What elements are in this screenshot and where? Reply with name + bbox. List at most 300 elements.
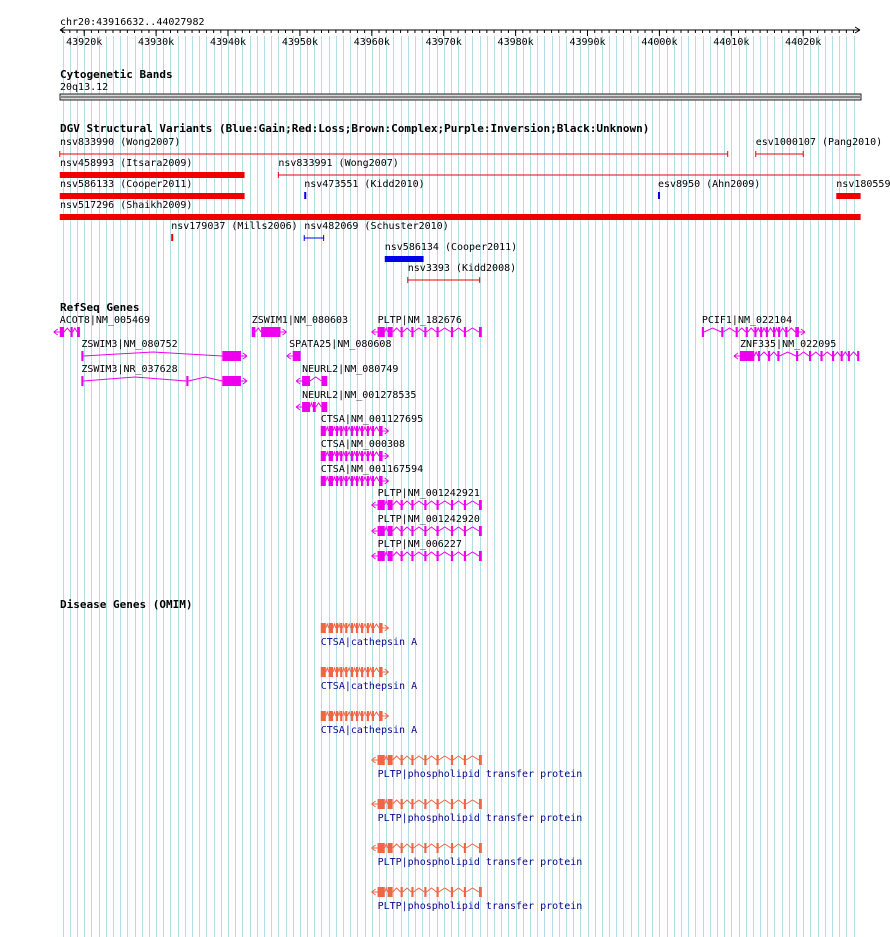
dgv-variant[interactable] <box>408 263 516 283</box>
dgv-variant[interactable] <box>304 179 424 199</box>
exon[interactable] <box>424 551 426 561</box>
exon[interactable] <box>411 327 413 337</box>
exon[interactable] <box>401 843 403 853</box>
exon[interactable] <box>351 623 353 633</box>
exon[interactable] <box>451 755 453 765</box>
exon[interactable] <box>766 327 768 337</box>
exon[interactable] <box>401 887 403 897</box>
exon[interactable] <box>841 351 843 361</box>
exon[interactable] <box>411 755 413 765</box>
exon[interactable] <box>361 623 363 633</box>
exon[interactable] <box>464 551 466 561</box>
exon[interactable] <box>356 426 358 436</box>
exon[interactable] <box>372 451 374 461</box>
exon[interactable] <box>437 887 439 897</box>
exon[interactable] <box>451 500 453 510</box>
gene-label: ACOT8|NM_005469 <box>59 315 151 326</box>
intron <box>83 352 222 356</box>
intron <box>403 328 412 332</box>
exon[interactable] <box>796 351 798 361</box>
exon[interactable] <box>785 327 787 337</box>
dgv-variant-label: nsv473551 (Kidd2010) <box>304 179 425 190</box>
intron <box>403 552 412 556</box>
ruler-tick-label: 44010k <box>713 37 750 48</box>
exon[interactable] <box>356 711 358 721</box>
intron <box>358 427 361 431</box>
intron <box>426 527 436 531</box>
intron <box>426 328 436 332</box>
exon[interactable] <box>379 476 383 486</box>
exon[interactable] <box>388 526 393 536</box>
exon[interactable] <box>378 551 385 561</box>
exon[interactable] <box>388 843 393 853</box>
dgv-variant-label: nsv586134 (Cooper2011) <box>384 242 518 253</box>
exon[interactable] <box>367 623 369 633</box>
exon[interactable] <box>848 351 850 361</box>
exon[interactable] <box>778 327 780 337</box>
exon[interactable] <box>424 887 426 897</box>
exon[interactable] <box>479 887 482 897</box>
exon[interactable] <box>736 327 738 337</box>
dgv-variant-bar[interactable] <box>60 172 245 178</box>
exon[interactable] <box>388 755 393 765</box>
exon[interactable] <box>437 551 439 561</box>
exon[interactable] <box>437 500 439 510</box>
intron <box>374 668 379 672</box>
gene-label: ZSWIM1|NM_080603 <box>251 315 349 326</box>
exon[interactable] <box>313 402 316 412</box>
intron <box>363 452 367 456</box>
exon[interactable] <box>367 451 369 461</box>
exon[interactable] <box>372 476 374 486</box>
exon[interactable] <box>356 623 358 633</box>
exon[interactable] <box>464 327 466 337</box>
ruler-tick-label: 43940k <box>209 37 247 48</box>
dgv-variant[interactable] <box>304 221 449 241</box>
intron <box>338 477 340 481</box>
cytogenetic-band-stain <box>60 96 861 98</box>
exon[interactable] <box>329 667 333 677</box>
exon[interactable] <box>372 711 374 721</box>
exon[interactable] <box>345 667 347 677</box>
intron <box>310 403 313 407</box>
exon[interactable] <box>479 755 482 765</box>
exon[interactable] <box>795 327 799 337</box>
exon[interactable] <box>336 711 338 721</box>
exon[interactable] <box>336 623 338 633</box>
exon[interactable] <box>351 476 353 486</box>
dgv-variant-label: nsv833991 (Wong2007) <box>278 158 399 169</box>
exon[interactable] <box>222 376 241 386</box>
exon[interactable] <box>388 551 393 561</box>
exon[interactable] <box>857 351 859 361</box>
exon[interactable] <box>356 451 358 461</box>
exon[interactable] <box>464 755 466 765</box>
exon[interactable] <box>777 351 779 361</box>
intron <box>358 624 361 628</box>
intron <box>426 552 436 556</box>
intron <box>353 452 356 456</box>
ruler-track <box>60 17 860 48</box>
exon[interactable] <box>479 843 482 853</box>
exon[interactable] <box>401 327 403 337</box>
exon[interactable] <box>356 667 358 677</box>
intron <box>779 352 796 356</box>
gene-model[interactable] <box>372 887 583 912</box>
exon[interactable] <box>321 667 326 677</box>
exon[interactable] <box>411 799 413 809</box>
omim-track-title: Disease Genes (OMIM) <box>60 598 193 611</box>
exon[interactable] <box>77 327 80 337</box>
exon[interactable] <box>336 426 338 436</box>
intron <box>426 501 436 505</box>
exon[interactable] <box>302 376 310 386</box>
exon[interactable] <box>351 711 353 721</box>
dgv-variant[interactable] <box>836 179 890 199</box>
dgv-variant-label: nsv833990 (Wong2007) <box>60 137 181 148</box>
exon[interactable] <box>81 351 83 361</box>
exon[interactable] <box>71 327 73 337</box>
exon[interactable] <box>222 351 241 361</box>
exon[interactable] <box>740 351 754 361</box>
intron <box>426 756 436 760</box>
exon[interactable] <box>479 551 482 561</box>
intron <box>426 800 436 804</box>
exon[interactable] <box>261 327 280 337</box>
dgv-variant[interactable] <box>278 158 860 178</box>
gene-model[interactable] <box>321 439 405 461</box>
exon[interactable] <box>758 351 760 361</box>
intron <box>403 527 412 531</box>
exon[interactable] <box>479 526 482 536</box>
exon[interactable] <box>329 623 333 633</box>
gene-model[interactable] <box>372 799 583 824</box>
intron <box>358 712 361 716</box>
intron <box>338 427 340 431</box>
exon[interactable] <box>321 711 326 721</box>
refseq-track-title: RefSeq Genes <box>60 301 140 314</box>
gene-label: CTSA|cathepsin A <box>320 681 418 692</box>
intron <box>316 403 322 407</box>
dgv-variant-tick[interactable] <box>658 192 660 199</box>
dgv-variant[interactable] <box>658 179 760 199</box>
dgv-variant[interactable] <box>60 200 861 220</box>
exon[interactable] <box>437 755 439 765</box>
exon[interactable] <box>336 667 338 677</box>
grid-lines <box>64 36 855 937</box>
exon[interactable] <box>401 755 403 765</box>
dgv-variant-list <box>60 137 890 283</box>
exon[interactable] <box>820 351 822 361</box>
exon[interactable] <box>760 327 762 337</box>
exon[interactable] <box>424 843 426 853</box>
exon[interactable] <box>340 426 342 436</box>
exon[interactable] <box>345 623 347 633</box>
exon[interactable] <box>329 476 333 486</box>
intron <box>363 712 367 716</box>
dgv-variant-bar[interactable] <box>385 256 424 262</box>
exon[interactable] <box>367 711 369 721</box>
dgv-variant-bar[interactable] <box>60 214 861 220</box>
exon[interactable] <box>321 623 326 633</box>
cytogenetic-bands-track[interactable] <box>60 68 861 100</box>
intron <box>403 888 412 892</box>
intron <box>333 668 336 672</box>
exon[interactable] <box>832 351 834 361</box>
exon[interactable] <box>379 426 383 436</box>
intron <box>369 427 372 431</box>
exon[interactable] <box>372 426 374 436</box>
exon[interactable] <box>302 402 310 412</box>
intron <box>403 844 412 848</box>
exon[interactable] <box>424 526 426 536</box>
exon[interactable] <box>424 799 426 809</box>
ruler-tick-label: 44020k <box>785 37 822 48</box>
exon[interactable] <box>340 667 342 677</box>
gene-label: PLTP|NM_182676 <box>377 315 462 326</box>
exon[interactable] <box>768 351 770 361</box>
exon[interactable] <box>329 426 333 436</box>
gene-label: PLTP|phospholipid transfer protein <box>377 769 583 780</box>
ruler-tick-label: 43930k <box>138 37 175 48</box>
gene-label: NEURL2|NM_080749 <box>302 364 399 375</box>
exon[interactable] <box>464 526 466 536</box>
exon[interactable] <box>411 551 413 561</box>
exon[interactable] <box>81 376 83 386</box>
exon[interactable] <box>361 711 363 721</box>
exon[interactable] <box>336 476 338 486</box>
exon[interactable] <box>329 451 333 461</box>
exon[interactable] <box>321 376 327 386</box>
intron <box>358 668 361 672</box>
exon[interactable] <box>345 476 347 486</box>
exon[interactable] <box>345 451 347 461</box>
gene-model[interactable] <box>321 667 417 692</box>
gene-model[interactable] <box>372 843 583 868</box>
intron <box>369 452 372 456</box>
exon[interactable] <box>252 327 256 337</box>
exon[interactable] <box>411 843 413 853</box>
exon[interactable] <box>321 402 327 412</box>
gene-label: PLTP|NM_001242921 <box>377 488 480 499</box>
dgv-variant-label: nsv3393 (Kidd2008) <box>407 263 517 274</box>
refseq-gene-list <box>54 315 860 561</box>
intron <box>326 712 329 716</box>
intron <box>374 427 379 431</box>
exon[interactable] <box>746 327 748 337</box>
exon[interactable] <box>378 526 385 536</box>
exon[interactable] <box>378 327 385 337</box>
dgv-variant[interactable] <box>60 158 245 178</box>
exon[interactable] <box>451 526 453 536</box>
exon[interactable] <box>388 887 393 897</box>
ruler-tick-label: 43990k <box>569 37 606 48</box>
intron <box>353 668 356 672</box>
exon[interactable] <box>451 887 453 897</box>
gene-model[interactable] <box>372 755 583 780</box>
intron <box>704 328 721 332</box>
dgv-structural-variants-track <box>60 122 890 283</box>
intron <box>723 328 735 332</box>
exon[interactable] <box>329 711 333 721</box>
exon[interactable] <box>340 451 342 461</box>
exon[interactable] <box>464 887 466 897</box>
dgv-variant-tick[interactable] <box>171 234 173 241</box>
exon[interactable] <box>361 476 363 486</box>
intron <box>823 352 832 356</box>
dgv-variant-label: esv1000107 (Pang2010) <box>755 137 883 148</box>
exon[interactable] <box>351 451 353 461</box>
exon[interactable] <box>451 327 453 337</box>
exon[interactable] <box>411 887 413 897</box>
exon[interactable] <box>464 500 466 510</box>
exon[interactable] <box>479 799 482 809</box>
dgv-variant-tick[interactable] <box>304 192 306 199</box>
exon[interactable] <box>361 667 363 677</box>
exon[interactable] <box>809 351 811 361</box>
ruler-ticks <box>63 30 854 48</box>
intron <box>426 888 436 892</box>
exon[interactable] <box>479 500 482 510</box>
exon[interactable] <box>379 667 383 677</box>
dgv-variant-label: nsv482069 (Schuster2010) <box>304 221 449 232</box>
exon[interactable] <box>378 887 385 897</box>
exon[interactable] <box>367 426 369 436</box>
exon[interactable] <box>378 799 385 809</box>
intron <box>369 624 372 628</box>
exon[interactable] <box>379 623 383 633</box>
exon[interactable] <box>401 799 403 809</box>
intron <box>326 427 329 431</box>
ruler-tick-label: 43970k <box>425 37 462 48</box>
intron <box>369 477 372 481</box>
exon[interactable] <box>464 843 466 853</box>
exon[interactable] <box>361 426 363 436</box>
dgv-variant-bar[interactable] <box>60 193 245 199</box>
exon[interactable] <box>336 451 338 461</box>
gene-label: PLTP|NM_006227 <box>377 539 462 550</box>
gene-label: PLTP|NM_001242920 <box>377 514 480 525</box>
exon[interactable] <box>702 327 704 337</box>
intron <box>403 756 412 760</box>
intron <box>353 712 356 716</box>
intron <box>369 668 372 672</box>
exon[interactable] <box>401 551 403 561</box>
gene-label: CTSA|NM_001127695 <box>320 414 424 425</box>
intron <box>369 712 372 716</box>
exon[interactable] <box>340 711 342 721</box>
exon[interactable] <box>388 799 393 809</box>
exon[interactable] <box>293 351 301 361</box>
intron <box>188 377 222 381</box>
exon[interactable] <box>411 500 413 510</box>
exon[interactable] <box>437 799 439 809</box>
gene-model[interactable] <box>321 623 417 648</box>
exon[interactable] <box>451 799 453 809</box>
dgv-variant[interactable] <box>60 179 245 199</box>
exon[interactable] <box>479 327 482 337</box>
ruler-tick-label: 43950k <box>281 37 318 48</box>
exon[interactable] <box>437 843 439 853</box>
gene-model[interactable] <box>287 339 392 361</box>
exon[interactable] <box>451 551 453 561</box>
intron <box>358 452 361 456</box>
intron <box>374 477 379 481</box>
intron <box>374 624 379 628</box>
exon[interactable] <box>351 667 353 677</box>
exon[interactable] <box>721 327 723 337</box>
exon[interactable] <box>367 667 369 677</box>
exon[interactable] <box>424 500 426 510</box>
gene-label: CTSA|cathepsin A <box>320 725 418 736</box>
exon[interactable] <box>186 376 188 386</box>
exon[interactable] <box>464 799 466 809</box>
intron <box>756 328 760 332</box>
exon[interactable] <box>367 476 369 486</box>
dgv-variant[interactable] <box>385 242 517 262</box>
intron <box>403 800 412 804</box>
exon[interactable] <box>345 426 347 436</box>
exon[interactable] <box>372 623 374 633</box>
exon[interactable] <box>321 476 326 486</box>
exon[interactable] <box>424 755 426 765</box>
exon[interactable] <box>60 327 64 337</box>
intron <box>326 624 329 628</box>
exon[interactable] <box>372 667 374 677</box>
exon[interactable] <box>361 451 363 461</box>
exon[interactable] <box>411 526 413 536</box>
exon[interactable] <box>321 426 326 436</box>
gene-model[interactable] <box>252 315 348 337</box>
exon[interactable] <box>379 451 383 461</box>
intron <box>787 328 795 332</box>
gene-label: ZSWIM3|NM_080752 <box>81 339 178 350</box>
exon[interactable] <box>340 476 342 486</box>
dgv-variant-label: nsv180559 <box>836 179 890 190</box>
cytogenetic-band-label: 20q13.12 <box>60 82 109 93</box>
exon[interactable] <box>388 327 393 337</box>
intron <box>363 668 367 672</box>
exon[interactable] <box>424 327 426 337</box>
dgv-variant-label: nsv517296 (Shaikh2009) <box>60 200 193 211</box>
exon[interactable] <box>379 711 383 721</box>
exon[interactable] <box>451 843 453 853</box>
gene-model[interactable] <box>321 711 417 736</box>
exon[interactable] <box>356 476 358 486</box>
dgv-variant-bar[interactable] <box>836 193 860 199</box>
exon[interactable] <box>345 711 347 721</box>
gene-label: PLTP|phospholipid transfer protein <box>377 901 583 912</box>
exon[interactable] <box>401 526 403 536</box>
exon[interactable] <box>437 327 439 337</box>
exon[interactable] <box>401 500 403 510</box>
exon[interactable] <box>351 426 353 436</box>
refseq-genes-track <box>54 301 860 561</box>
intron <box>333 477 336 481</box>
exon[interactable] <box>340 623 342 633</box>
exon[interactable] <box>378 500 385 510</box>
exon[interactable] <box>378 843 385 853</box>
intron <box>768 328 773 332</box>
exon[interactable] <box>773 327 775 337</box>
intron <box>353 427 356 431</box>
exon[interactable] <box>754 327 756 337</box>
exon[interactable] <box>378 755 385 765</box>
exon[interactable] <box>321 451 326 461</box>
exon[interactable] <box>388 500 393 510</box>
gene-model[interactable] <box>296 364 398 386</box>
exon[interactable] <box>437 526 439 536</box>
